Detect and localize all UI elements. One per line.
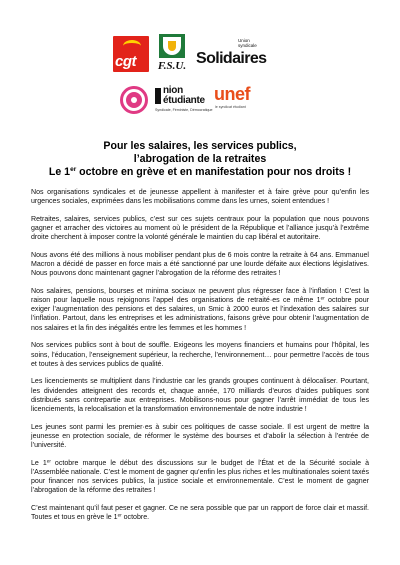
paragraph-industry: Les licenciements se multiplient dans l’industrie car les grands groupes continuent à délocaliser. Pourtant, les dividendes atteignent des records et, chaque année, 170 milliards d’euros d’aides publiques sont distribués sans contrepartie aux entreprises. Mobilisons-nous pour gagner l’arrêt immédiat de tous les licenciements, la relocalisation et la transformation environnementale de notre industrie ! <box>31 378 369 413</box>
paragraph-retirement: Nous avons été des millions à nous mobiliser pendant plus de 6 mois contre la retraite à 64 ans. Emmanuel Macron a décidé de passer en force mais a été sanctionné par une lourde défaite aux élections législatives. Nous pouvons donc maintenant gagner l’abrogation de la réforme des retraites ! <box>31 252 369 278</box>
union-etudiante-logo <box>155 86 211 116</box>
paragraph-conclusion: C’est maintenant qu’il faut peser et gagner. Ce ne sera possible que par un rapport de force clair et massif. Toutes et tous en grève le 1er octobre. <box>31 504 369 521</box>
body-text <box>31 188 369 531</box>
unef-logo-text: unef <box>214 84 250 104</box>
paragraph-public-services: Nos services publics sont à bout de souffle. Exigeons les moyens financiers et humains pour l’hôpital, les soins, l’éducation, l’enseignement supérieur, la recherche, l’environnement… pour permettre l’accès de tous et toutes à des services publics de qualité. <box>31 342 369 368</box>
union-etudiante-logo-text: nion étudiante <box>163 85 205 106</box>
solidaires-logo <box>196 38 276 74</box>
title-line-3: Le 1er octobre en grève et en manifestation pour nos droits ! <box>48 166 352 179</box>
unef-logo <box>214 84 264 114</box>
union-logos <box>0 0 400 125</box>
cgt-arc-icon <box>123 40 141 52</box>
unef-tagline: le syndicat étudiant <box>215 105 246 109</box>
paragraph-budget: Le 1er octobre marque le début des discussions sur le budget de l’État et de la Sécurité sociale à l’Assemblée nationale. C’est le moment de gagner qu’enfin les plus riches et les multinationales soient taxés pour financer nos services publics, la justice sociale et environnementale. C’est le moment de gagner l’abrogation de la réforme des retraites ! <box>31 458 369 495</box>
union-etudiante-tagline: Syndicale, Féministe, Démocratique <box>155 108 213 112</box>
lyceen-union-logo <box>120 86 148 114</box>
solidaires-subtitle: Union syndicale <box>238 38 257 48</box>
paragraph-central-subjects: Retraites, salaires, services publics, c’est sur ces sujets centraux pour la population que nous pouvons gagner et arracher des victoires au moment où le président de la République et l’alliance jusqu’à l’extrême droite cherchent à imposer contre la volonté générale le maintien du cap libéral et autoritaire. <box>31 215 369 242</box>
title-line-1: Pour les salaires, les services publics, <box>103 140 297 152</box>
paragraph-youth: Les jeunes sont parmi les premier·es à subir ces politiques de casse sociale. Il est urgent de mettre la jeunesse en protection sociale, de réformer le système des bourses et d’abolir la sélection à l’entrée de l’université. <box>31 423 369 449</box>
fsu-logo <box>155 34 189 74</box>
paragraph-intro: Nos organisations syndicales et de jeunesse appellent à manifester et à faire grève pour qu’enfin les urgences sociales, exprimées dans les mobilisations comme dans les urnes, soient entendues ! <box>31 189 369 206</box>
cgt-logo-text: cgt <box>115 53 136 70</box>
title-line-2: l’abrogation de la retraites <box>133 153 267 166</box>
union-etudiante-mark-icon <box>155 88 161 104</box>
cgt-logo <box>113 36 149 72</box>
page-title <box>0 140 400 180</box>
solidaires-logo-text: Solidaires <box>196 50 267 67</box>
fsu-logo-text: F.S.U. <box>157 60 187 72</box>
paragraph-wages: Nos salaires, pensions, bourses et minima sociaux ne peuvent plus régresser face à l’inflation ! C’est la raison pour laquelle nous rejoignons l’appel des organisations de retraité·es ce même 1er octobre pour exiger l’augmentation des pensions et des salaires, un Smic à 2000 euros et l’indexation des salaires sur l’inflation. Partout, dans les entreprises et les administrations, faisons grève pour obtenir l’augmentation de nos salaires et la fin des inégalités entre les femmes et les hommes ! <box>31 288 369 332</box>
fsu-mark-icon <box>159 34 185 58</box>
